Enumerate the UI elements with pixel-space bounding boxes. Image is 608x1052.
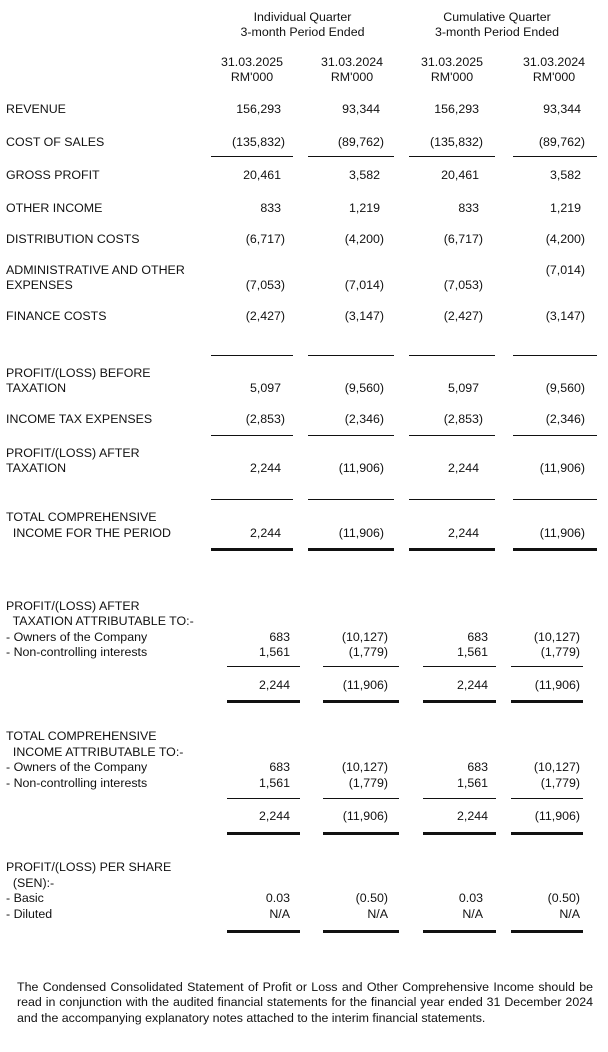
subtotal-rule [513, 156, 597, 157]
row-value: (0.50) [355, 891, 388, 905]
total-value: (11,906) [342, 809, 388, 823]
total-rule [513, 548, 597, 551]
subtotal-rule [511, 666, 583, 667]
row-value: 5,097 [249, 381, 281, 395]
total-value: (11,906) [534, 678, 580, 692]
row-value: (10,127) [533, 630, 580, 644]
column-header-4 [512, 55, 596, 85]
row-value: 1,561 [456, 776, 488, 790]
total-rule [409, 548, 495, 551]
subtotal-rule [211, 499, 293, 500]
row-value: (11,906) [338, 526, 384, 540]
row-value: (11,906) [539, 461, 585, 475]
row-value: (1,779) [540, 776, 580, 790]
row-value: (6,717) [443, 232, 483, 246]
row-value: 683 [269, 760, 290, 774]
section-heading: PROFIT/(LOSS) AFTER [6, 599, 140, 613]
row-label: - Non-controlling interests [6, 645, 148, 659]
row-value: (3,147) [344, 309, 384, 323]
row-value: 2,244 [249, 461, 281, 475]
row-label: PROFIT/(LOSS) BEFORE [6, 366, 151, 380]
header-line: 3-month Period Ended [240, 24, 365, 39]
subtotal-rule [211, 156, 293, 157]
row-value: (6,717) [245, 232, 285, 246]
row-label: TOTAL COMPREHENSIVE [6, 510, 157, 524]
section-heading: PROFIT/(LOSS) PER SHARE [6, 860, 172, 874]
row-label: - Owners of the Company [6, 760, 148, 774]
subtotal-rule [409, 435, 495, 436]
row-value: N/A [462, 907, 483, 921]
subtotal-rule [323, 666, 399, 667]
row-value: (135,832) [231, 135, 285, 149]
row-value: N/A [269, 907, 290, 921]
row-label: ADMINISTRATIVE AND OTHER [6, 263, 185, 277]
total-rule [511, 930, 583, 933]
column-unit: RM'000 [330, 69, 374, 84]
row-value: N/A [367, 907, 388, 921]
row-value: 156,293 [434, 102, 479, 116]
row-value: 833 [458, 201, 479, 215]
row-value: (89,762) [337, 135, 384, 149]
total-rule [423, 930, 496, 933]
subtotal-rule [211, 435, 293, 436]
row-value: 93,344 [543, 102, 581, 116]
row-value: (1,779) [348, 776, 388, 790]
row-value: (7,053) [443, 278, 483, 292]
total-rule [227, 832, 300, 835]
row-value: 833 [260, 201, 281, 215]
total-rule [227, 700, 300, 703]
row-label: GROSS PROFIT [6, 168, 100, 182]
row-value: 683 [269, 630, 290, 644]
row-label: COST OF SALES [6, 135, 105, 149]
row-value: (3,147) [545, 309, 585, 323]
header-line: Cumulative Quarter [443, 10, 551, 24]
total-value: (11,906) [534, 809, 580, 823]
row-value: 3,582 [348, 168, 380, 182]
total-value: 2,244 [456, 809, 488, 823]
row-label: TAXATION [6, 461, 67, 475]
header-line: 3-month Period Ended [435, 24, 559, 39]
row-value: 1,561 [258, 645, 290, 659]
total-rule [211, 548, 293, 551]
column-unit: RM'000 [430, 69, 474, 84]
total-rule [308, 548, 394, 551]
row-value: 1,219 [549, 201, 581, 215]
row-value: (89,762) [538, 135, 585, 149]
total-rule [511, 832, 583, 835]
row-label: OTHER INCOME [6, 201, 103, 215]
row-value: (7,014) [545, 263, 585, 277]
row-value: 20,461 [441, 168, 479, 182]
row-value: 93,344 [342, 102, 380, 116]
subtotal-rule [513, 355, 597, 356]
row-value: (2,853) [245, 412, 285, 426]
total-value: (11,906) [342, 678, 388, 692]
row-label: - Basic [6, 891, 44, 905]
subtotal-rule [423, 798, 496, 799]
subtotal-rule [409, 156, 495, 157]
column-unit: RM'000 [230, 69, 274, 84]
total-value: 2,244 [258, 809, 290, 823]
row-value: (10,127) [533, 760, 580, 774]
column-header-3 [410, 55, 494, 85]
row-value: N/A [559, 907, 580, 921]
row-value: 2,244 [249, 526, 281, 540]
row-label: - Diluted [6, 907, 53, 921]
total-rule [511, 700, 583, 703]
subtotal-rule [409, 499, 495, 500]
row-value: 5,097 [447, 381, 479, 395]
subtotal-rule [211, 355, 293, 356]
subtotal-rule [227, 798, 300, 799]
column-date: 31.03.2025 [420, 55, 483, 69]
row-value: (2,346) [545, 412, 585, 426]
row-value: 2,244 [447, 461, 479, 475]
total-rule [323, 930, 399, 933]
row-value: 0.03 [458, 891, 483, 905]
total-rule [423, 832, 496, 835]
section-heading: TAXATION ATTRIBUTABLE TO:- [6, 614, 194, 628]
row-value: 683 [467, 630, 488, 644]
row-label: EXPENSES [6, 278, 73, 292]
column-date: 31.03.2024 [320, 55, 383, 69]
section-heading: TOTAL COMPREHENSIVE [6, 729, 157, 743]
row-label: INCOME TAX EXPENSES [6, 412, 153, 426]
subtotal-rule [511, 798, 583, 799]
row-value: (11,906) [539, 526, 585, 540]
row-value: (10,127) [341, 630, 388, 644]
row-value: (7,053) [245, 278, 285, 292]
row-label: DISTRIBUTION COSTS [6, 232, 140, 246]
subtotal-rule [423, 666, 496, 667]
footnote: The Condensed Consolidated Statement of Profit or Loss and Other Comprehensive Income should be read in conjunction with the audited financial statements for the financial year ended 31 December 2024 and the accompanying explanatory notes attached to the interim financial statements. [17, 980, 593, 1025]
cumulative-quarter-header [422, 10, 572, 40]
total-rule [323, 832, 399, 835]
row-value: 683 [467, 760, 488, 774]
total-rule [227, 930, 300, 933]
row-label: - Owners of the Company [6, 630, 148, 644]
row-value: (4,200) [545, 232, 585, 246]
total-value: 2,244 [258, 678, 290, 692]
row-value: (0.50) [547, 891, 580, 905]
row-value: (9,560) [344, 381, 384, 395]
total-value: 2,244 [456, 678, 488, 692]
row-label: INCOME FOR THE PERIOD [6, 526, 171, 540]
column-header-2 [310, 55, 394, 85]
row-value: 0.03 [265, 891, 290, 905]
header-line: Individual Quarter [253, 10, 352, 24]
section-heading: INCOME ATTRIBUTABLE TO:- [6, 745, 184, 759]
row-label: - Non-controlling interests [6, 776, 148, 790]
row-value: 1,561 [456, 645, 488, 659]
row-value: (2,427) [245, 309, 285, 323]
subtotal-rule [227, 666, 300, 667]
row-value: (1,779) [540, 645, 580, 659]
row-label: FINANCE COSTS [6, 309, 107, 323]
row-value: 2,244 [447, 526, 479, 540]
subtotal-rule [513, 435, 597, 436]
individual-quarter-header [230, 10, 375, 40]
row-value: 156,293 [236, 102, 281, 116]
subtotal-rule [308, 355, 394, 356]
row-value: (135,832) [429, 135, 483, 149]
subtotal-rule [308, 499, 394, 500]
row-label: REVENUE [6, 102, 66, 116]
row-value: (7,014) [344, 278, 384, 292]
row-value: (11,906) [338, 461, 384, 475]
row-label: TAXATION [6, 381, 67, 395]
row-value: 1,561 [258, 776, 290, 790]
section-heading: (SEN):- [6, 876, 55, 890]
total-rule [323, 700, 399, 703]
row-value: (2,427) [443, 309, 483, 323]
row-value: (9,560) [545, 381, 585, 395]
total-rule [423, 700, 496, 703]
row-value: (2,853) [443, 412, 483, 426]
row-value: (1,779) [348, 645, 388, 659]
row-value: 3,582 [549, 168, 581, 182]
subtotal-rule [513, 499, 597, 500]
subtotal-rule [323, 798, 399, 799]
subtotal-rule [409, 355, 495, 356]
subtotal-rule [308, 435, 394, 436]
column-date: 31.03.2024 [522, 55, 585, 69]
column-unit: RM'000 [532, 69, 576, 84]
row-value: (10,127) [341, 760, 388, 774]
subtotal-rule [308, 156, 394, 157]
row-value: 1,219 [348, 201, 380, 215]
column-header-1 [212, 55, 292, 85]
row-value: (4,200) [344, 232, 384, 246]
column-date: 31.03.2025 [220, 55, 283, 69]
row-value: 20,461 [243, 168, 281, 182]
row-value: (2,346) [344, 412, 384, 426]
row-label: PROFIT/(LOSS) AFTER [6, 446, 140, 460]
